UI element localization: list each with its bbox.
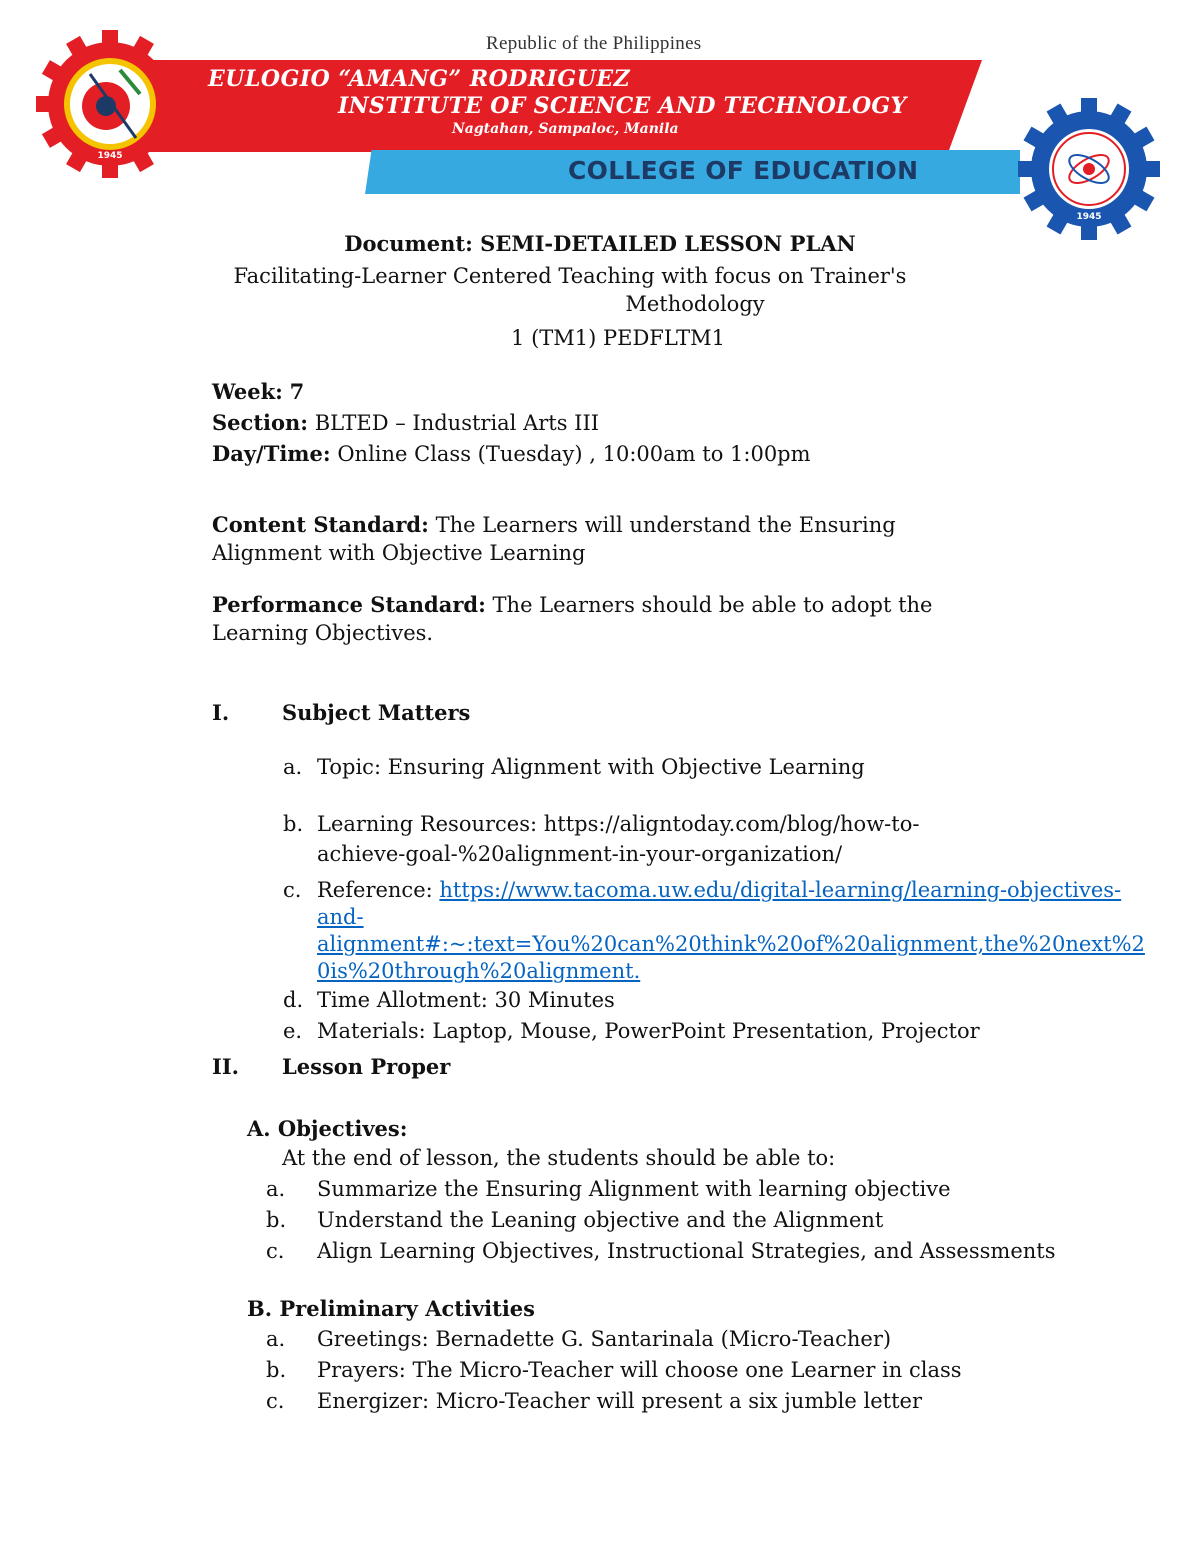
reference-line1 [317, 876, 1121, 904]
list-marker: c. [283, 878, 302, 902]
course-code: 1 (TM1) PEDFLTM1 [511, 326, 725, 350]
section-value: BLTED – Industrial Arts III [314, 411, 600, 435]
list-marker: b. [266, 1358, 287, 1382]
time-allotment-item: Time Allotment: 30 Minutes [317, 988, 615, 1012]
learning-resources-line2: achieve-goal-%20alignment-in-your-organization/ [317, 842, 843, 866]
section-number-i: I. [212, 700, 230, 725]
reference-link-part2[interactable]: and- [317, 905, 364, 929]
institution-address: Nagtahan, Sampaloc, Manila [452, 121, 679, 137]
objectives-intro: At the end of lesson, the students should be able to: [282, 1146, 836, 1170]
content-standard-text: The Learners will understand the Ensuring [435, 513, 896, 537]
content-standard [212, 511, 896, 539]
preliminary-item: Energizer: Micro-Teacher will present a six jumble letter [317, 1389, 922, 1413]
objective-item: Summarize the Ensuring Alignment with learning objective [317, 1177, 951, 1201]
republic-label: Republic of the Philippines [486, 33, 702, 54]
list-marker: b. [283, 812, 304, 836]
list-marker: e. [283, 1019, 303, 1043]
document-title: Document: SEMI-DETAILED LESSON PLAN [344, 231, 856, 256]
objective-item: Align Learning Objectives, Instructional Strategies, and Assessments [317, 1239, 1056, 1263]
institution-name-line2: INSTITUTE OF SCIENCE AND TECHNOLOGY [338, 93, 907, 119]
performance-standard-label: Performance Standard: [212, 592, 486, 617]
college-name: COLLEGE OF EDUCATION [568, 156, 919, 185]
week-row [212, 378, 304, 406]
left-seal-year: 1945 [97, 151, 123, 161]
section-row [212, 409, 599, 437]
daytime-row [212, 440, 811, 468]
materials-item: Materials: Laptop, Mouse, PowerPoint Presentation, Projector [317, 1019, 980, 1043]
daytime-value: Online Class (Tuesday) , 10:00am to 1:00pm [337, 442, 811, 466]
list-marker: d. [283, 988, 304, 1012]
list-marker: b. [266, 1208, 287, 1232]
right-seal-year: 1945 [1076, 212, 1102, 222]
reference-link-part1[interactable]: https://www.tacoma.uw.edu/digital-learning/learning-objectives- [439, 878, 1122, 902]
content-standard-line2: Alignment with Objective Learning [212, 541, 586, 565]
performance-standard-line2: Learning Objectives. [212, 621, 434, 645]
section-number-ii: II. [212, 1054, 239, 1079]
list-marker: a. [266, 1327, 286, 1351]
college-of-education-seal-icon [1018, 98, 1160, 240]
list-marker: a. [266, 1177, 286, 1201]
preliminary-item: Greetings: Bernadette G. Santarinala (Micro-Teacher) [317, 1327, 892, 1351]
subject-matters-heading: Subject Matters [282, 700, 471, 725]
week-value: 7 [289, 379, 305, 404]
objective-item: Understand the Leaning objective and the Alignment [317, 1208, 884, 1232]
letterhead [0, 0, 1200, 230]
list-marker: c. [266, 1239, 285, 1263]
daytime-label: Day/Time: [212, 441, 331, 466]
reference-link-part3[interactable]: alignment#:~:text=You%20can%20think%20of%20alignment,the%20next%2 [317, 932, 1145, 956]
list-marker: a. [283, 755, 303, 779]
performance-standard [212, 591, 933, 619]
course-title-line2: Methodology [625, 292, 765, 316]
reference-link-part4[interactable]: 0is%20through%20alignment. [317, 959, 641, 983]
week-label: Week: [212, 379, 283, 404]
lesson-proper-heading: Lesson Proper [282, 1054, 451, 1079]
eulogio-institute-seal-icon [36, 30, 184, 178]
performance-standard-text: The Learners should be able to adopt the [492, 593, 933, 617]
preliminary-item: Prayers: The Micro-Teacher will choose one Learner in class [317, 1358, 962, 1382]
topic-item: Topic: Ensuring Alignment with Objective Learning [317, 755, 865, 779]
list-marker: c. [266, 1389, 285, 1413]
section-label: Section: [212, 410, 309, 435]
content-standard-label: Content Standard: [212, 512, 429, 537]
reference-prefix: Reference: [317, 878, 440, 902]
preliminary-activities-heading: B. Preliminary Activities [247, 1296, 535, 1321]
learning-resources-line1: Learning Resources: https://aligntoday.com/blog/how-to- [317, 812, 920, 836]
objectives-heading: A. Objectives: [247, 1116, 408, 1141]
institution-name-line1: EULOGIO “AMANG” RODRIGUEZ [208, 66, 631, 92]
course-title-line1: Facilitating-Learner Centered Teaching with focus on Trainer's [233, 264, 907, 288]
